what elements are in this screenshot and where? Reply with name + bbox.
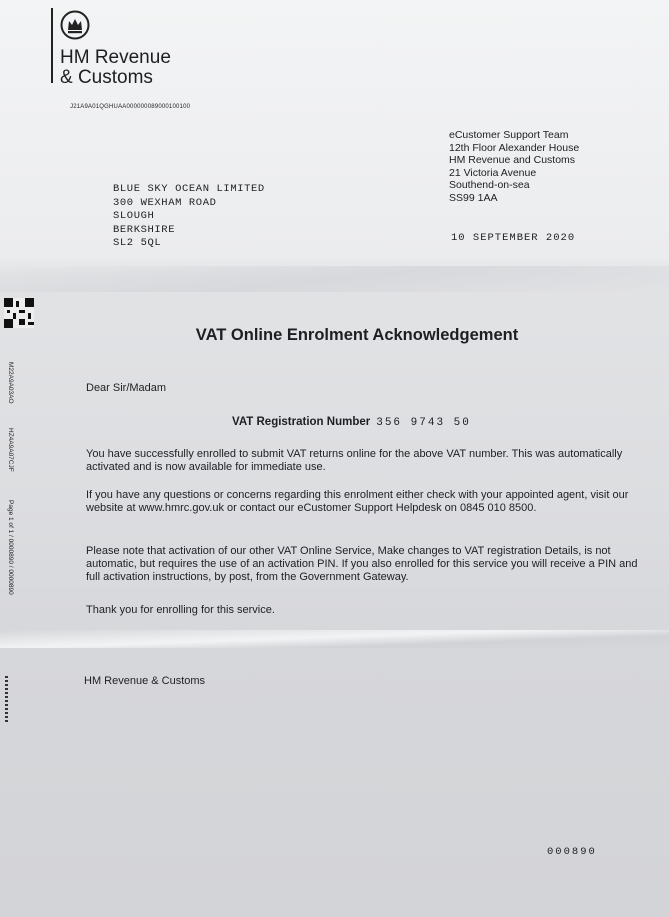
margin-code: HZ4A9A07CJF xyxy=(7,428,14,472)
signoff: HM Revenue & Customs xyxy=(84,675,206,687)
paper-fold xyxy=(0,630,669,648)
body-paragraph: Please note that activation of our other VAT Online Service, Make changes to VAT registration Details, is not automatic, but requires the use of an activation PIN. If you also enrolled for this service you will receive a PIN and full activation instructions, by post, from the Government Gateway. xyxy=(86,545,638,584)
paper-fold xyxy=(0,266,669,292)
margin-page-info: Page 1 of 1 / 0000890 / 0000890 xyxy=(7,500,14,595)
brand-name: HM Revenue xyxy=(60,47,171,68)
address-line: SL2 5QL xyxy=(113,237,162,249)
address-line: SS99 1AA xyxy=(449,191,498,204)
address-line: SLOUGH xyxy=(113,210,155,222)
vat-label: VAT Registration Number xyxy=(232,416,371,428)
logo-divider xyxy=(51,8,53,83)
address-line: BERKSHIRE xyxy=(113,223,176,236)
vat-number: 356 9743 50 xyxy=(376,417,471,429)
address-line: 300 WEXHAM ROAD xyxy=(113,196,217,209)
qr-code-icon xyxy=(4,298,34,328)
margin-code: M22A9A03AO xyxy=(7,362,14,404)
address-line: HM Revenue and Customs xyxy=(449,154,576,167)
address-line: 12th Floor Alexander House xyxy=(449,141,580,154)
letter-date: 10 SEPTEMBER 2020 xyxy=(451,232,576,244)
address-line: 21 Victoria Avenue xyxy=(449,166,537,179)
body-paragraph: Thank you for enrolling for this service. xyxy=(86,604,275,616)
recipient-address xyxy=(113,183,265,251)
reference-code: J21A9A01QGHUAA000000089000100100 xyxy=(70,104,191,110)
margin-marks xyxy=(5,676,8,722)
greeting: Dear Sir/Madam xyxy=(86,382,167,394)
crown-crest-icon xyxy=(60,10,90,40)
letter-title: VAT Online Enrolment Acknowledgement xyxy=(195,326,519,344)
address-line: eCustomer Support Team xyxy=(449,129,569,141)
body-paragraph: You have successfully enrolled to submit VAT returns online for the above VAT number. This was automatically activated and is now available for immediate use. xyxy=(86,448,623,474)
address-line: BLUE SKY OCEAN LIMITED xyxy=(113,183,265,195)
vat-registration-line xyxy=(232,416,471,429)
footer-code: 000890 xyxy=(547,846,597,858)
address-line: Southend-on-sea xyxy=(449,179,530,192)
body-paragraph: If you have any questions or concerns regarding this enrolment either check with your appointed agent, visit our website at www.hmrc.gov.uk or contact our eCustomer Support Helpdesk on 0845 010 8500. xyxy=(86,489,629,515)
sender-address xyxy=(449,129,579,205)
brand-name: & Customs xyxy=(60,67,153,88)
